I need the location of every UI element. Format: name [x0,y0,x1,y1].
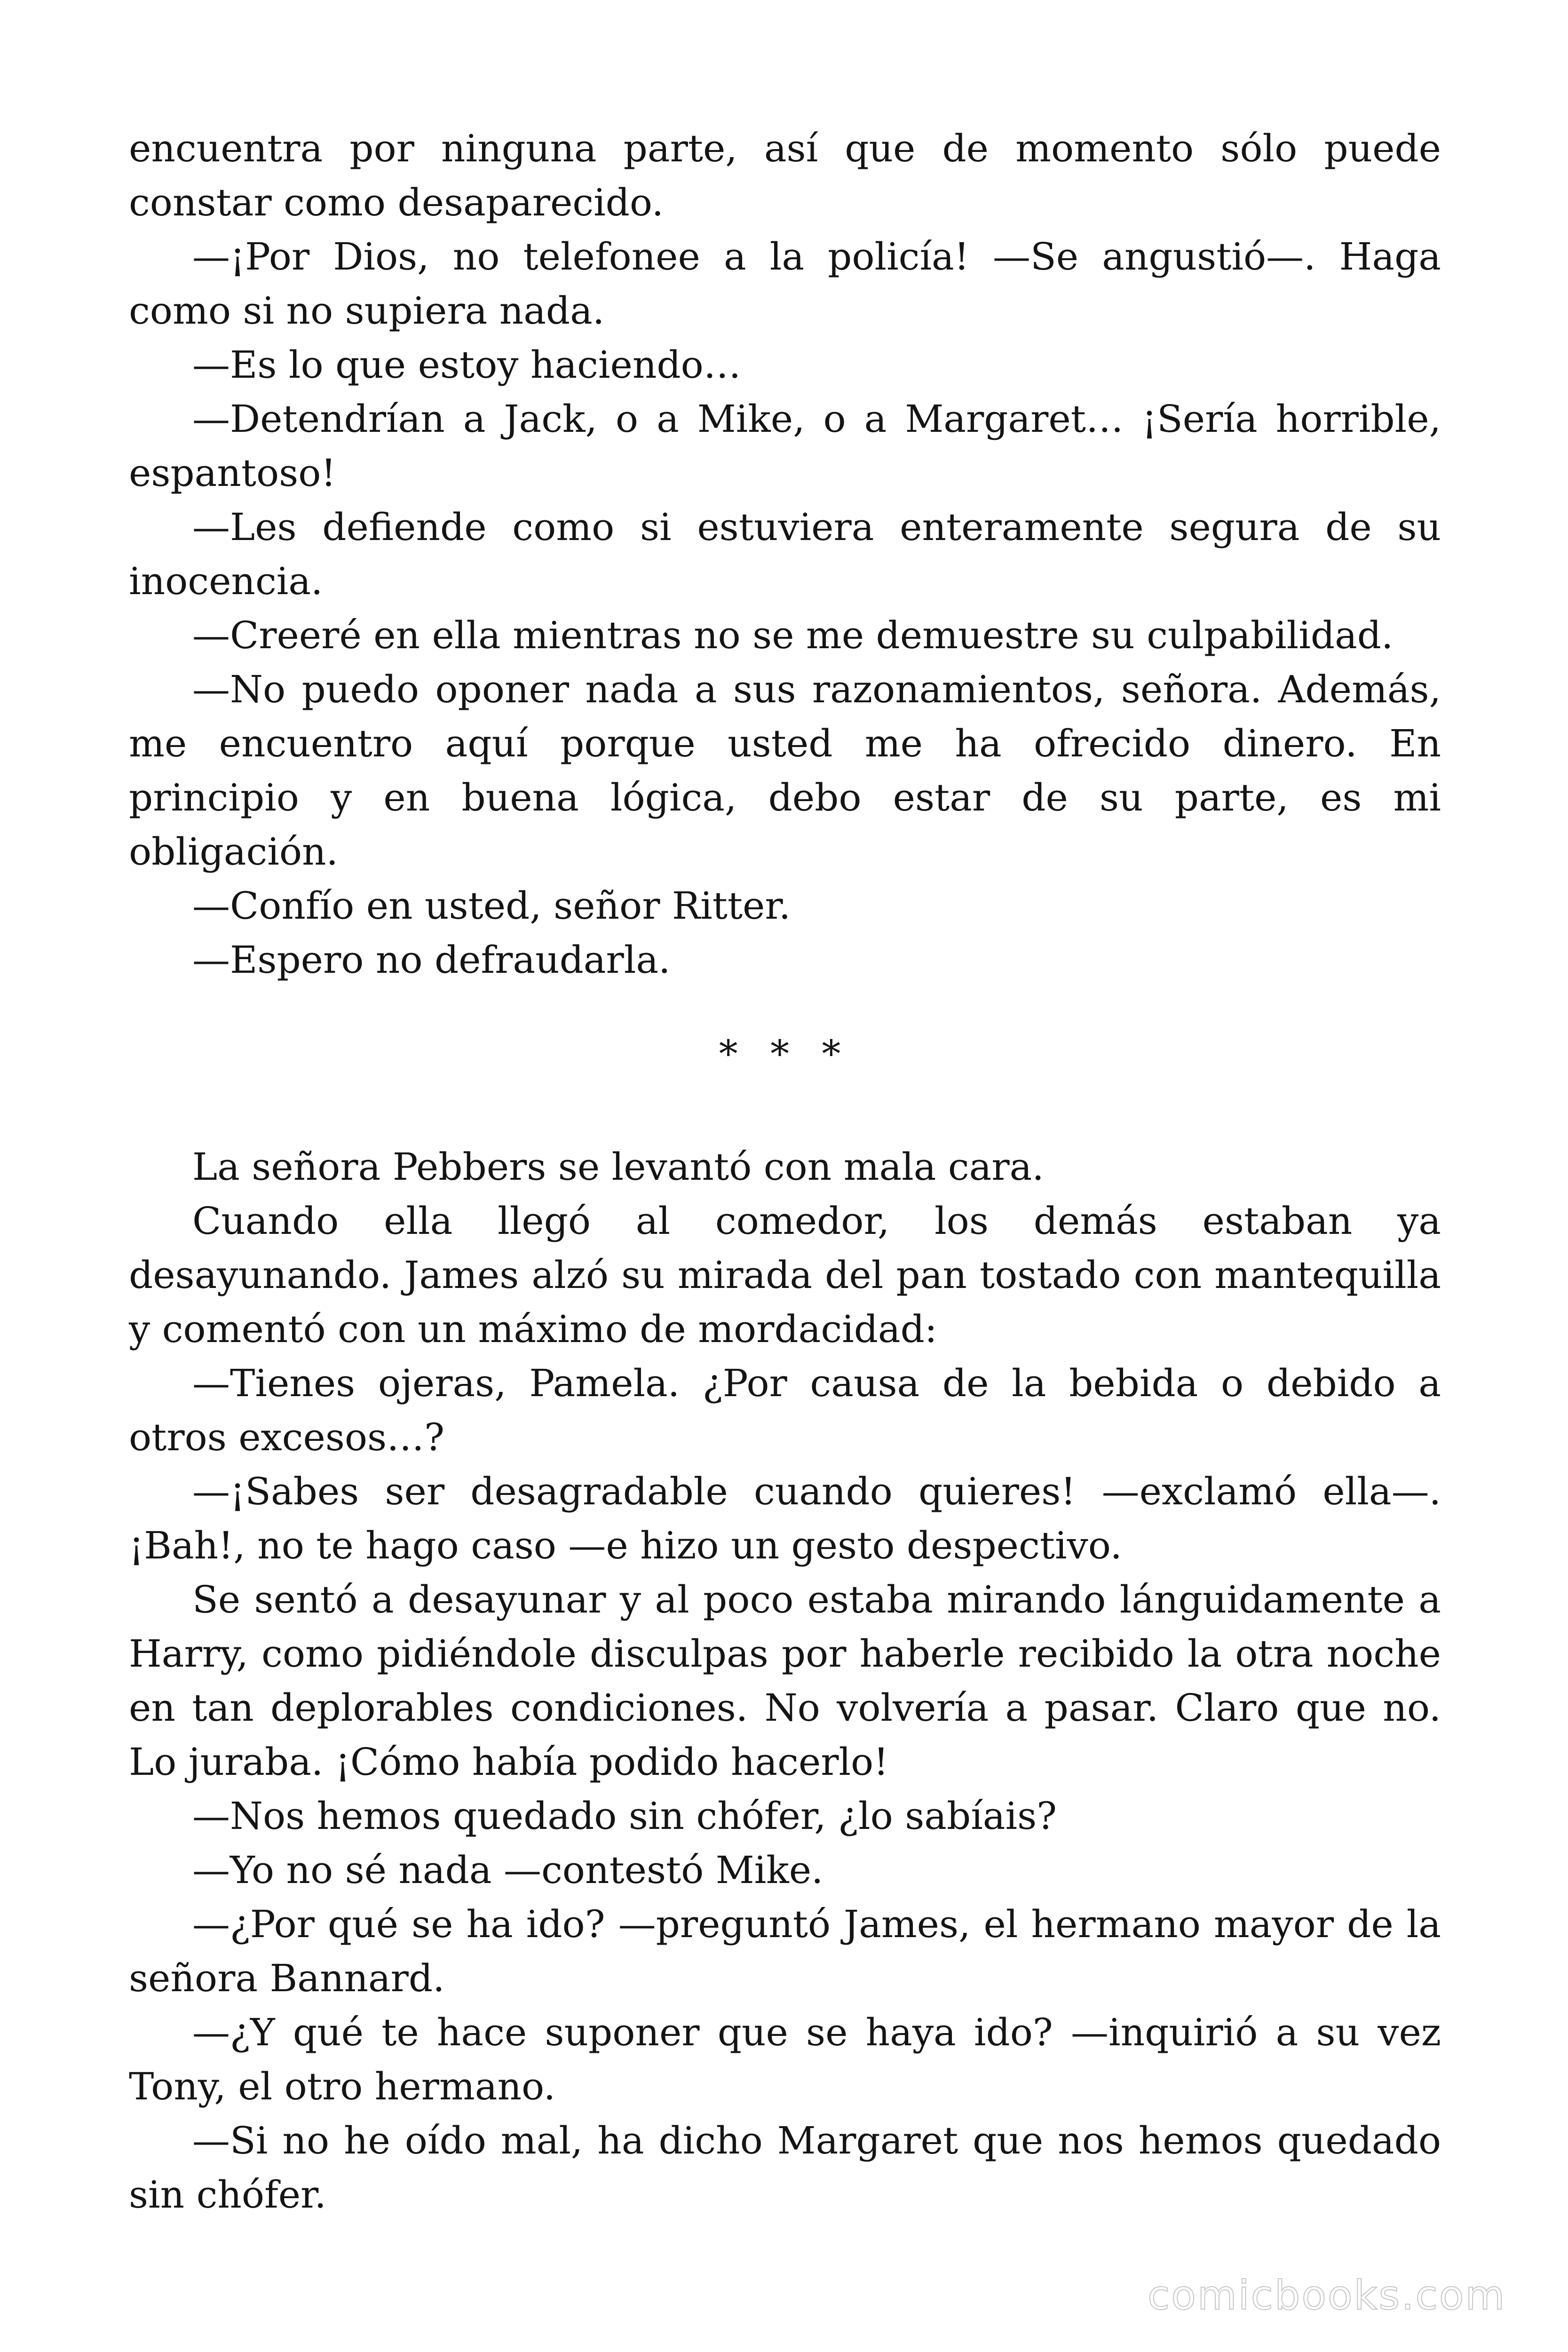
paragraph: —Tienes ojeras, Pamela. ¿Por causa de la bebida o debido a otros excesos…? [129,1361,1441,1459]
paragraph: —¿Por qué se ha ido? —preguntó James, el hermano mayor de la señora Bannard. [129,1902,1441,2000]
paragraph: —Yo no sé nada —contestó Mike. [192,1848,824,1892]
paragraph: —¡Sabes ser desagradable cuando quieres! —exclamó ella—. ¡Bah!, no te hago caso —e hizo un gesto despectivo. [129,1470,1441,1567]
book-page [129,121,1441,2222]
paragraph: —Si no he oído mal, ha dicho Margaret que nos hemos quedado sin chófer. [129,2119,1441,2217]
paragraph: Cuando ella llegó al comedor, los demás estaban ya desayunando. James alzó su mirada del pan tostado con mantequilla y comentó con un máximo de mordacidad: [129,1199,1441,1351]
paragraph: —No puedo oponer nada a sus razonamientos, señora. Además, me encuentro aquí porque usted me ha ofrecido dinero. En principio y en buena lógica, debo estar de su parte, es mi obligación. [129,667,1441,874]
paragraph: —Espero no defraudarla. [192,938,671,982]
paragraph: Se sentó a desayunar y al poco estaba mirando lánguidamente a Harry, como pidiéndole disculpas por haberle recibido la otra noche en tan deplorables condiciones. No volvería a pasar. Claro que no. Lo juraba. ¡Cómo había podido hacerlo! [129,1578,1441,1784]
paragraph: —Les defiende como si estuviera enteramente segura de su inocencia. [129,505,1441,603]
paragraph: —Creeré en ella mientras no se me demuestre su culpabilidad. [192,613,1394,657]
paragraph: —¡Por Dios, no telefonee a la policía! —Se angustió—. Haga como si no supiera nada. [129,235,1441,333]
paragraph: —Detendrían a Jack, o a Mike, o a Margaret… ¡Sería horrible, espantoso! [129,397,1441,495]
watermark-text: comicbooks.com [1148,2272,1506,2319]
paragraph: —Nos hemos quedado sin chófer, ¿lo sabíais? [192,1794,1057,1838]
text-block-after-break [129,1140,1441,2222]
paragraph: encuentra por ninguna parte, así que de momento sólo puede constar como desaparecido. [129,127,1441,224]
section-separator: * * * [719,1032,851,1076]
paragraph: —Es lo que estoy haciendo… [192,343,741,387]
paragraph: La señora Pebbers se levantó con mala cara. [192,1145,1044,1189]
paragraph: —¿Y qué te hace suponer que se haya ido? —inquirió a su vez Tony, el otro hermano. [129,2010,1441,2108]
paragraph: —Confío en usted, señor Ritter. [192,884,791,928]
text-block-before-break [129,121,1441,987]
